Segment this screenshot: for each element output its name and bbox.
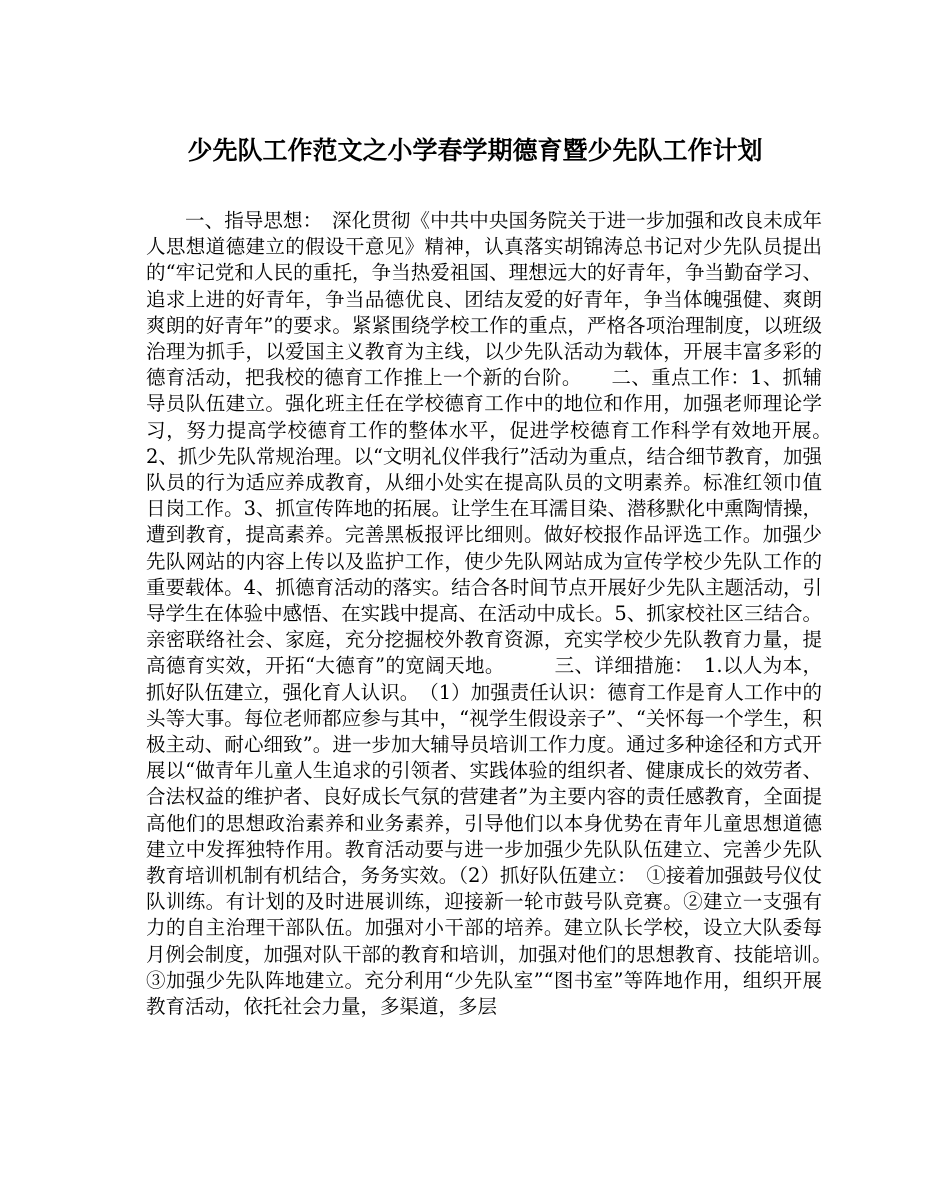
- document-title: 少先队工作范文之小学春学期德育暨少先队工作计划: [187, 136, 763, 165]
- document-body-paragraph: 一、指导思想： 深化贯彻《中共中央国务院关于进一步加强和改良未成年人思想道德建立的假设干意见》精神，认真落实胡锦涛总书记对少先队员提出的“牢记党和人民的重托，争当热爱祖国、理想远大的好青年，争当勤奋学习、追求上进的好青年，争当品德优良、团结友爱的好青年，争当体魄强健、爽朗爽朗的好青年”的要求。紧紧围绕学校工作的重点，严格各项治理制度，以班级治理为抓手，以爱国主义教育为主线，以少先队活动为载体，开展丰富多彩的德育活动，把我校的德育工作推上一个新的台阶。 二、重点工作：1、抓辅导员队伍建立。强化班主任在学校德育工作中的地位和作用，加强老师理论学习，努力提高学校德育工作的整体水平，促进学校德育工作科学有效地开展。 2、抓少先队常规治理。以“文明礼仪伴我行”活动为重点，结合细节教育，加强队员的行为适应养成教育，从细小处实在提高队员的文明素养。标准红领巾值日岗工作。3、抓宣传阵地的拓展。让学生在耳濡目染、潜移默化中熏陶情操，遭到教育，提高素养。完善黑板报评比细则。做好校报作品评选工作。加强少先队网站的内容上传以及监护工作，使少先队网站成为宣传学校少先队工作的重要载体。4、抓德育活动的落实。结合各时间节点开展好少先队主题活动，引导学生在体验中感悟、在实践中提高、在活动中成长。5、抓家校社区三结合。亲密联络社会、家庭，充分挖掘校外教育资源，充实学校少先队教育力量，提高德育实效，开拓“大德育”的宽阔天地。 三、详细措施： 1.以人为本，抓好队伍建立，强化育人认识。 （1）加强责任认识：德育工作是育人工作中的头等大事。每位老师都应参与其中，“视学生假设亲子”、“关怀每一个学生，积极主动、耐心细致”。进一步加大辅导员培训工作力度。通过多种途径和方式开展以“做青年儿童人生追求的引领者、实践体验的组织者、健康成长的效劳者、合法权益的维护者、良好成长气氛的营建者”为主要内容的责任感教育，全面提高他们的思想政治素养和业务素养，引导他们以本身优势在青年儿童思想道德建立中发挥独特作用。教育活动要与进一步加强少先队队伍建立、完善少先队教育培训机制有机结合，务务实效。（2）抓好队伍建立： ①接着加强鼓号仪仗队训练。有计划的及时进展训练，迎接新一轮市鼓号队竞赛。②建立一支强有力的自主治理干部队伍。加强对小干部的培养。建立队长学校，设立大队委每月例会制度，加强对队干部的教育和培训，加强对他们的思想教育、技能培训。 ③加强少先队阵地建立。充分利用“少先队室”“图书室”等阵地作用，组织开展教育活动，依托社会力量，多渠道，多层: [146, 209, 862, 1019]
